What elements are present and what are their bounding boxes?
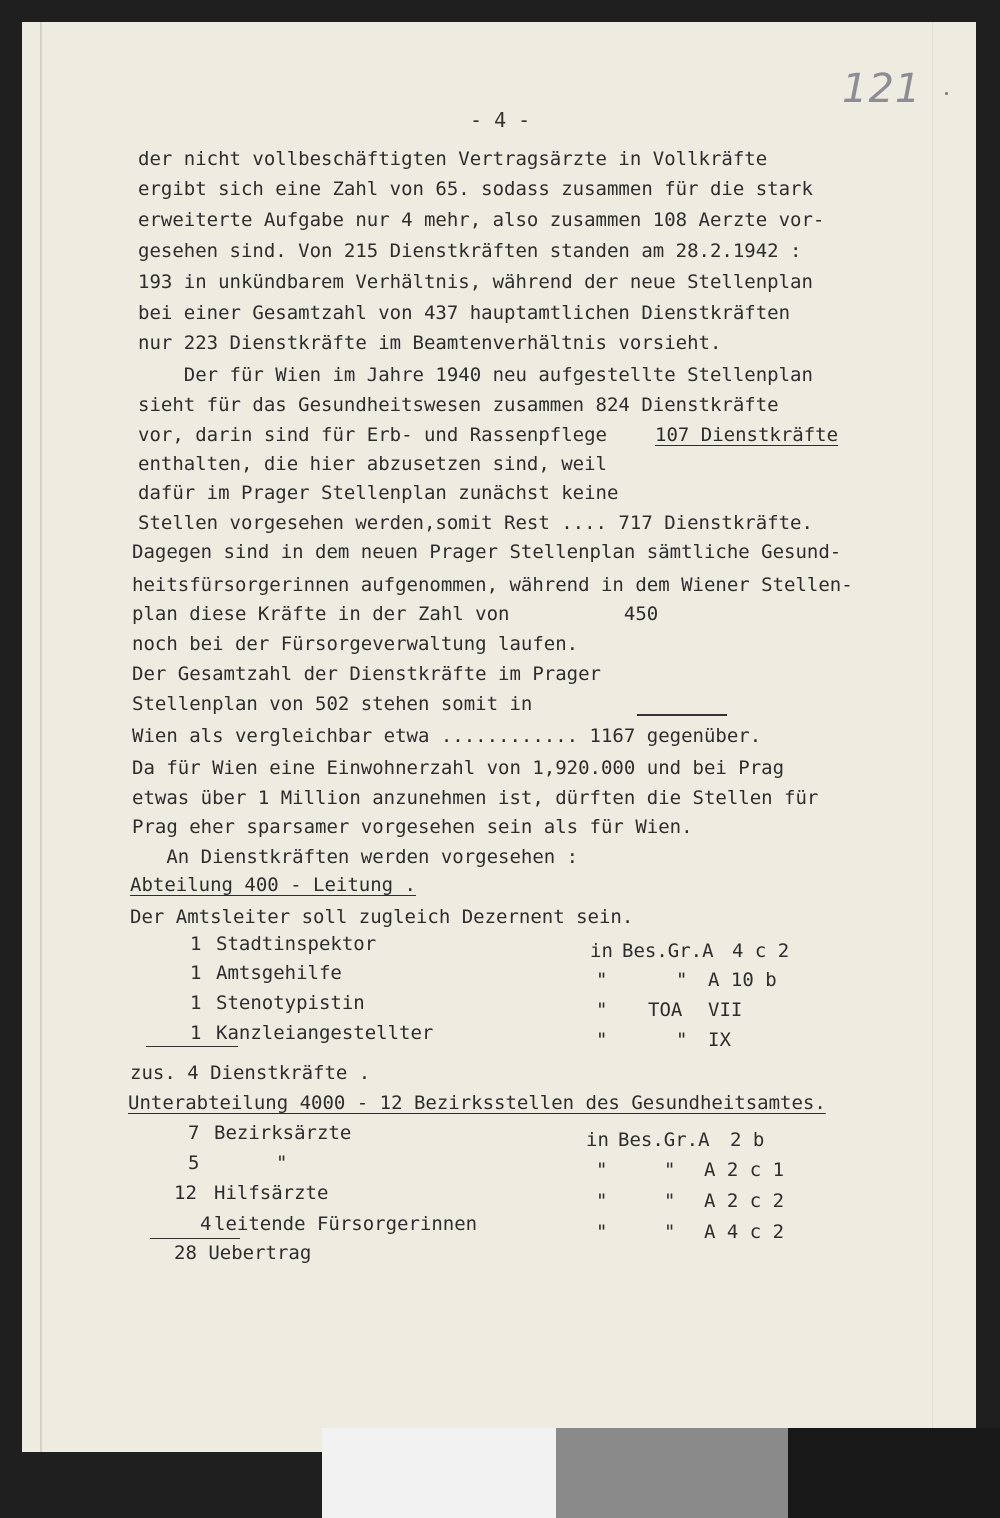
text-line: etwas über 1 Million anzunehmen ist, dürften die Stellen für (132, 787, 819, 809)
text-line: 193 in unkündbarem Verhältnis, während der neue Stellenplan (138, 271, 813, 293)
text-line: bei einer Gesamtzahl von 437 hauptamtlichen Dienstkräften (138, 302, 791, 324)
row-title: leitende Fürsorgerinnen (214, 1213, 478, 1235)
pencil-dot-mark (945, 92, 948, 95)
row-qty: 5 (188, 1152, 200, 1174)
row-col2: " (664, 1221, 676, 1243)
row-title: Stenotypistin (216, 992, 365, 1014)
text-line: Prag eher sparsamer vorgesehen sein als für Wien. (132, 816, 693, 838)
carry-over: 28 Uebertrag (174, 1242, 312, 1264)
section-total: zus. 4 Dienstkräfte . (130, 1062, 371, 1084)
row-col1: " (596, 969, 608, 991)
text-line: Der Gesamtzahl der Dienstkräfte im Prager (132, 663, 601, 685)
text-line: noch bei der Fürsorgeverwaltung laufen. (132, 633, 579, 655)
row-qty: 1 (190, 1022, 202, 1044)
text-line: vor, darin sind für Erb- und Rassenpflege (138, 424, 607, 446)
row-col3: A 10 b (708, 969, 777, 991)
row-col1: in (586, 1129, 609, 1151)
section-heading-4000: Unterabteilung 4000 - 12 Bezirksstellen des Gesundheitsamtes. (128, 1092, 826, 1114)
row-title: " (276, 1152, 288, 1174)
page-fold-line (932, 22, 933, 1452)
text-line: Stellenplan von 502 stehen somit in (132, 693, 533, 715)
row-col1: " (596, 1029, 608, 1051)
row-col1: " (596, 1159, 608, 1181)
row-col3: A 2 c 2 (704, 1190, 785, 1212)
text-line: dafür im Prager Stellenplan zunächst keine (138, 482, 619, 504)
row-col2: Bes.Gr.A (618, 1129, 710, 1151)
row-col2: " (676, 969, 688, 991)
page-edge-shadow (40, 22, 42, 1452)
row-col3: VII (708, 999, 743, 1021)
calibration-swatch-white (322, 1428, 556, 1518)
row-qty: 1 (190, 933, 202, 955)
row-col1: " (596, 1221, 608, 1243)
row-title: Kanzleiangestellter (216, 1022, 434, 1044)
row-col1: in (590, 940, 613, 962)
row-col2: TOA (648, 999, 683, 1021)
sum-rule (637, 714, 727, 716)
text-line: An Dienstkräften werden vorgesehen : (132, 846, 579, 868)
text-line: gesehen sind. Von 215 Dienstkräften standen am 28.2.1942 : (138, 240, 802, 262)
row-col1: " (596, 1190, 608, 1212)
text-line: enthalten, die hier abzusetzen sind, weil (138, 453, 607, 475)
row-col3: A 2 c 1 (704, 1159, 785, 1181)
row-title: Hilfsärzte (214, 1182, 329, 1204)
section-intro: Der Amtsleiter soll zugleich Dezernent sein. (130, 906, 634, 928)
text-line: Dagegen sind in dem neuen Prager Stellenplan sämtliche Gesund- (132, 541, 842, 563)
text-line: erweiterte Aufgabe nur 4 mehr, also zusammen 108 Aerzte vor- (138, 209, 825, 231)
row-col2: " (676, 1029, 688, 1051)
page-number: - 4 - (470, 108, 531, 132)
text-line: Stellen vorgesehen werden,somit Rest .... 717 Dienstkräfte. (138, 512, 813, 534)
text-line: ergibt sich eine Zahl von 65. sodass zusammen für die stark (138, 178, 813, 200)
text-line: Wien als vergleichbar etwa ............ 1167 gegenüber. (132, 725, 762, 747)
row-col3: 2 b (730, 1129, 765, 1151)
sum-rule (150, 1238, 240, 1239)
row-qty: 7 (188, 1122, 200, 1144)
row-col2: Bes.Gr.A (622, 940, 714, 962)
row-col3: 4 c 2 (732, 940, 790, 962)
sum-rule (146, 1046, 238, 1047)
underlined-deduction: 107 Dienstkräfte (655, 424, 839, 446)
row-col3: A 4 c 2 (704, 1221, 785, 1243)
text-line: Da für Wien eine Einwohnerzahl von 1,920.000 und bei Prag (132, 757, 785, 779)
row-qty: 1 (190, 962, 202, 984)
row-title: Stadtinspektor (216, 933, 377, 955)
text-line: heitsfürsorgerinnen aufgenommen, während in dem Wiener Stellen- (132, 574, 853, 596)
row-qty: 12 (174, 1182, 197, 1204)
row-qty: 1 (190, 992, 202, 1014)
row-title: Amtsgehilfe (216, 962, 342, 984)
text-line: der nicht vollbeschäftigten Vertragsärzte in Vollkräfte (138, 148, 768, 170)
row-col2: " (664, 1190, 676, 1212)
calibration-swatch-gray (556, 1428, 788, 1518)
text-line: nur 223 Dienstkräfte im Beamtenverhältnis vorsieht. (138, 332, 722, 354)
row-title: Bezirksärzte (214, 1122, 352, 1144)
row-col2: " (664, 1159, 676, 1181)
section-heading-400: Abteilung 400 - Leitung . (130, 874, 416, 896)
text-line: sieht für das Gesundheitswesen zusammen 824 Dienstkräfte (138, 394, 779, 416)
row-col1: " (596, 999, 608, 1021)
text-line: Der für Wien im Jahre 1940 neu aufgestellte Stellenplan (138, 364, 813, 386)
calibration-swatch-dark (788, 1428, 1000, 1518)
archive-page-number: 121 (842, 66, 922, 112)
text-line: plan diese Kräfte in der Zahl von 450 (132, 603, 659, 625)
row-qty: 4 (200, 1213, 212, 1235)
row-col3: IX (708, 1029, 731, 1051)
